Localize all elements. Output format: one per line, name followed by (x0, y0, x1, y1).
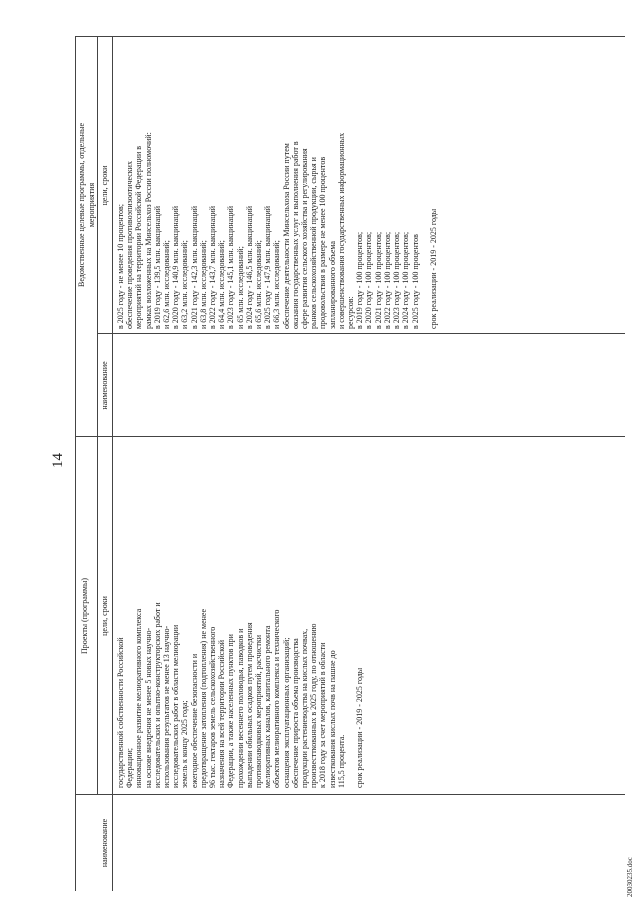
projects-goal-line: на основе внедрения не менее 5 новых научно- (143, 627, 153, 788)
programs-goal-line: и 65,6 млн. исследований; (254, 240, 264, 329)
programs-goal-line: мероприятий на территории Российской Федерации в (134, 145, 144, 329)
programs-goal-line: ресурсов: (346, 296, 356, 329)
programs-goal-line: и 64,4 млн. исследований; (217, 240, 227, 329)
programs-goal-line: обеспечение проведения противоэпизоотических (125, 161, 135, 329)
programs-goal-line: сфере развития сельского хозяйства и регулирования (300, 148, 310, 329)
programs-goal-line: в 2022 году - 100 процентов; (382, 231, 392, 329)
group-header-divider (97, 37, 98, 795)
projects-goal-line: мелиоративных каналов, капитального ремонта (263, 625, 273, 788)
column-header-goals: цели, сроки (100, 596, 109, 636)
name-column-divider-1 (75, 794, 625, 795)
programs-goal-line: в 2019 году - 100 процентов; (355, 231, 365, 329)
projects-goal-line: обеспечение прироста объема производства (290, 638, 300, 788)
projects-goal-line: инновационное развитие мелиоративного комплекса (134, 608, 144, 788)
table-top-border (75, 37, 76, 891)
paragraph-gap (420, 39, 429, 329)
programs-goal-line: в 2021 году - 100 процентов; (373, 231, 383, 329)
projects-goal-line: исследовательских и опытно-конструкторских работ и (152, 602, 162, 788)
programs-goal-line: в 2022 году - 143,7 млн. вакцинаций (208, 205, 218, 329)
programs-goal-line: и совершенствования государственных информационных (336, 132, 346, 329)
programs-goal-line: в 2024 году - 100 процентов; (401, 231, 411, 329)
programs-goal-line: в 2023 году - 145,1 млн. вакцинаций (226, 205, 236, 329)
name-column-divider-2 (97, 333, 625, 334)
programs-goal-line: в 2024 году - 146,5 млн. вакцинаций (244, 205, 254, 329)
projects-goal-line: использования результатов не менее 13 научно- (162, 625, 172, 788)
projects-goal-line: 96 тыс. гектаров земель сельскохозяйственного (208, 626, 218, 788)
programs-goal-line: и 63,8 млн. исследований; (198, 240, 208, 329)
column-header-goals-2: цели, сроки (100, 165, 109, 206)
programs-goal-line: и 65 млн. исследований; (235, 246, 245, 329)
projects-term: срок реализации - 2019 - 2025 годы (355, 667, 365, 788)
projects-goal-line: известкования кислых почв на пашне до (327, 650, 337, 788)
projects-goal-line: оснащения эксплуатационных организаций; (281, 637, 291, 788)
programs-goal-line: в 2019 году - 139,5 млн. вакцинаций (152, 205, 162, 329)
programs-goal-line: продовольствия в размере не менее 100 процентов (318, 156, 328, 329)
projects-goal-line: назначения на всей территории Российской (217, 639, 227, 788)
projects-goal-line: ежегодное обеспечение безопасности и (189, 653, 199, 788)
projects-goal-line: произвестткованных в 2025 году, по отношению (309, 623, 319, 788)
projects-goal-line: земель к концу 2025 года; (180, 700, 190, 788)
projects-goal-line: Федерации; (125, 747, 135, 788)
projects-goal-line: 115,5 процента. (336, 734, 346, 788)
projects-goal-line: исследовательских работ в области мелиорации (171, 624, 181, 788)
programs-goal-line: в 2025 году - не менее 10 процентов; (116, 204, 125, 329)
column-header-name: наименование (100, 818, 109, 868)
programs-goal-line: в 2020 году - 140,9 млн. вакцинаций (171, 205, 181, 329)
group-divider (75, 436, 625, 437)
column-header-divider (112, 37, 113, 891)
projects-goal-line: Федерации, а также населенных пунктов при (226, 634, 236, 788)
programs-goal-line: в 2025 году - 100 процентов (410, 234, 420, 329)
document-id: 20030235.doc (626, 857, 634, 897)
programs-goals-text (116, 39, 438, 329)
programs-goal-line: и 62,6 млн. исследований; (162, 240, 172, 329)
projects-group-header: Проекты (программы) (80, 577, 89, 655)
programs-goal-line: запланированного объема (327, 241, 337, 329)
projects-goal-line: продукции растениеводства на кислых почвах, (300, 628, 310, 788)
programs-goal-line: и 63,2 млн. исследований; (180, 240, 190, 329)
programs-term: срок реализации - 2019 - 2025 годы (428, 208, 438, 329)
projects-goal-line: к 2018 году за счет мероприятий в области (318, 642, 328, 788)
projects-goal-line: выпадении обильных осадков путем проведения (244, 622, 254, 788)
programs-goal-line: обеспечение деятельности Минсельхоза России путем (281, 143, 291, 329)
programs-goal-line: рамках возложенных на Минсельхоз России полномочий: (143, 132, 153, 329)
projects-goal-line: противопаводковых мероприятий, расчистки (254, 634, 264, 788)
projects-goal-line: предотвращение затопления (подтопления) не менее (198, 608, 208, 788)
programs-goal-line: в 2021 году - 142,3 млн. вакцинаций (189, 205, 199, 329)
projects-goal-line: государственной собственности Российской (116, 637, 125, 788)
column-header-name-2: наименование (100, 361, 109, 410)
programs-goal-line: в 2025 году - 147,9 млн. вакцинаций (263, 205, 273, 329)
programs-goals-lines (116, 39, 420, 329)
programs-goal-line: в 2023 году - 100 процентов; (392, 231, 402, 329)
projects-goals-text (116, 443, 364, 788)
projects-goal-line: объектов мелиоративного комплекса и технического (272, 609, 282, 788)
programs-goal-line: и 66,3 млн. исследований; (272, 240, 282, 329)
programs-group-header: Ведомственные целевые программы, отдельные мероприятия (77, 122, 96, 288)
programs-goal-line: в 2020 году - 100 процентов; (364, 231, 374, 329)
projects-goal-line: прохождении весеннего половодья, паводков и (235, 628, 245, 788)
table-right-border (75, 36, 625, 37)
paragraph-gap (346, 443, 355, 788)
programs-goal-line: рынков сельскохозяйственной продукции, сырья и (309, 157, 319, 329)
projects-goals-lines (116, 443, 346, 788)
page-number: 14 (50, 453, 66, 468)
programs-goal-line: оказания государственных услуг и выполнения работ в (290, 141, 300, 329)
